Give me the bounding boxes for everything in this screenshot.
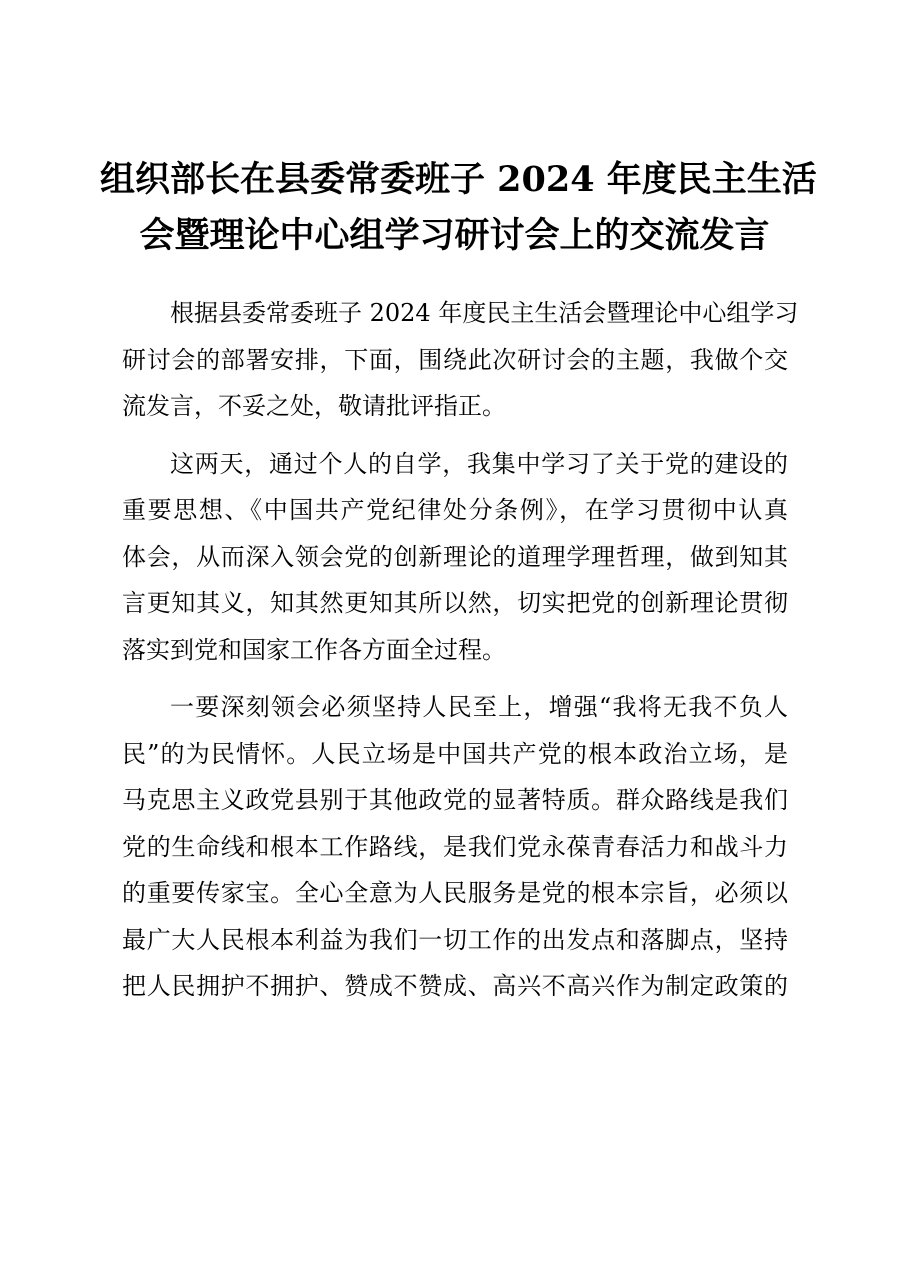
paragraph-1 [122,290,799,430]
paragraph-line: 最广大人民根本利益为我们一切工作的出发点和落脚点，坚持 [122,925,788,954]
paragraph-line: 的重要传家宝。全心全意为人民服务是党的根本宗旨，必须以 [122,879,788,907]
paragraph-line: 这两天，通过个人的自学，我集中学习了关于党的建设的 [170,449,788,478]
paragraph-line: 民”的为民情怀。人民立场是中国共产党的根本政治立场，是 [122,739,788,768]
paragraph-line: 一要深刻领会必须坚持人民至上，增强“我将无我不负人 [170,693,788,721]
paragraph-line: 研讨会的部署安排，下面，围绕此次研讨会的主题，我做个交 [122,345,788,374]
paragraph-2 [122,441,788,674]
paragraph-line: 落实到党和国家工作各方面全过程。 [122,635,506,664]
title-line-1: 组织部长在县委常委班子 2024 年度民主生活 [100,159,817,200]
paragraph-line: 根据县委常委班子 2024 年度民主生活会暨理论中心组学习 [170,299,799,327]
document-title [100,152,817,264]
paragraph-line: 体会，从而深入领会党的创新理论的道理学理哲理，做到知其 [122,542,788,571]
paragraph-line: 马克思主义政党县别于其他政党的显著特质。群众路线是我们 [122,786,788,814]
paragraph-line: 把人民拥护不拥护、赞成不赞成、高兴不高兴作为制定政策的 [122,972,788,1000]
paragraph-line: 党的生命线和根本工作路线，是我们党永葆青春活力和战斗力 [122,832,788,861]
document-body [122,290,799,1010]
paragraph-line: 言更知其义，知其然更知其所以然，切实把党的创新理论贯彻 [122,589,788,617]
title-line-2: 会暨理论中心组学习研讨会上的交流发言 [139,215,770,256]
paragraph-3 [122,684,788,1010]
paragraph-line: 重要思想、《中国共产党纪律处分条例》，在学习贯彻中认真 [122,496,788,524]
paragraph-line: 流发言，不妥之处，敬请批评指正。 [122,392,506,420]
